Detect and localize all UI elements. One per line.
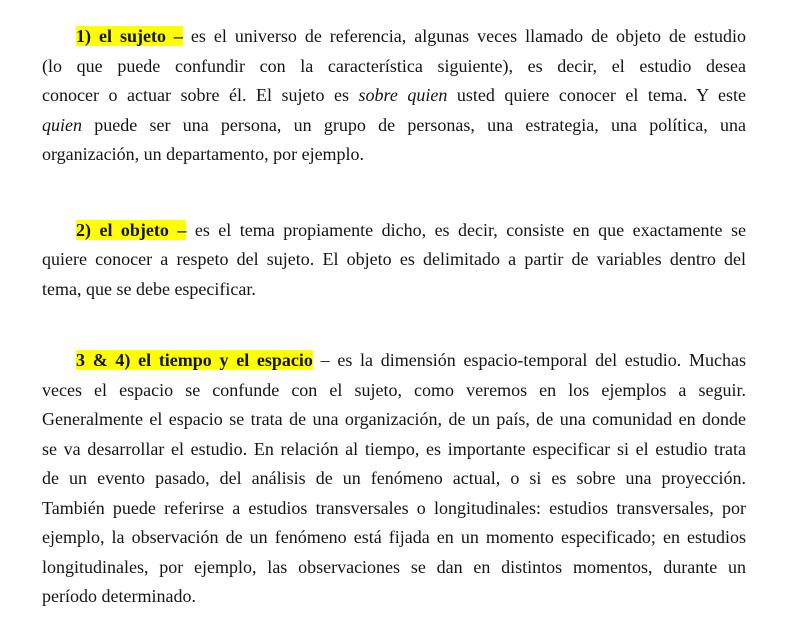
text-line xyxy=(42,140,746,170)
document-body xyxy=(42,22,746,612)
text-run: tema, que se debe especificar. xyxy=(42,278,256,299)
italic-phrase: quien xyxy=(42,114,82,135)
text-line xyxy=(42,216,746,246)
text-line xyxy=(42,494,746,524)
text-run: longitudinales, por ejemplo, las observaciones se dan en distintos momentos, durante un xyxy=(42,556,746,577)
paragraph-3-4-el-tiempo-y-el-espacio xyxy=(42,346,746,612)
paragraph-1-el-sujeto xyxy=(42,22,746,170)
text-line xyxy=(42,245,746,275)
text-run: puede ser una persona, un grupo de personas, una estrategia, una política, una xyxy=(82,114,746,135)
text-line xyxy=(42,376,746,406)
text-run: veces el espacio se confunde con el sujeto, como veremos en los ejemplos a seguir. xyxy=(42,379,746,400)
text-run: También puede referirse a estudios transversales o longitudinales: estudios transversales, por xyxy=(42,497,746,518)
text-run: usted quiere conocer el tema. Y este xyxy=(447,85,746,105)
text-line xyxy=(42,405,746,435)
text-line xyxy=(42,582,746,612)
text-run: conocer o actuar sobre él. El sujeto es xyxy=(42,85,359,105)
italic-phrase: sobre quien xyxy=(358,85,448,105)
text-line xyxy=(42,52,746,82)
text-line xyxy=(42,111,746,141)
text-run: es el universo de referencia, algunas veces llamado de objeto de estudio xyxy=(182,26,746,46)
text-run: ejemplo, la observación de un fenómeno está fijada en un momento especificado; en estudios xyxy=(42,527,746,547)
text-line xyxy=(42,435,746,465)
text-run: organización, un departamento, por ejemplo. xyxy=(42,144,365,164)
text-run: se va desarrollar el estudio. En relación al tiempo, es importante especificar si el estudio trata xyxy=(42,438,746,459)
paragraph-2-el-objeto xyxy=(42,216,746,305)
text-line xyxy=(42,523,746,553)
text-run: (lo que puede confundir con la característica siguiente), es decir, el estudio desea xyxy=(42,55,746,76)
text-line xyxy=(42,464,746,494)
text-run: período determinado. xyxy=(42,586,196,606)
text-line xyxy=(42,81,746,111)
text-run: de un evento pasado, del análisis de un fenómeno actual, o si es sobre una proyección. xyxy=(42,468,746,488)
text-run: quiere conocer a respeto del sujeto. El objeto es delimitado a partir de variables dentro del xyxy=(42,249,746,269)
text-line xyxy=(42,553,746,583)
text-line xyxy=(42,275,746,305)
highlighted-term: 2) el objeto – xyxy=(76,219,187,240)
highlighted-term: 3 & 4) el tiempo y el espacio xyxy=(76,350,313,370)
text-run: es el tema propiamente dicho, es decir, consiste en que exactamente se xyxy=(186,219,746,240)
text-run: Generalmente el espacio se trata de una organización, de un país, de una comunidad en donde xyxy=(42,409,746,429)
text-line xyxy=(42,22,746,52)
text-line xyxy=(42,346,746,376)
highlighted-term: 1) el sujeto – xyxy=(76,26,183,46)
text-run: – es la dimensión espacio-temporal del estudio. Muchas xyxy=(312,350,746,370)
